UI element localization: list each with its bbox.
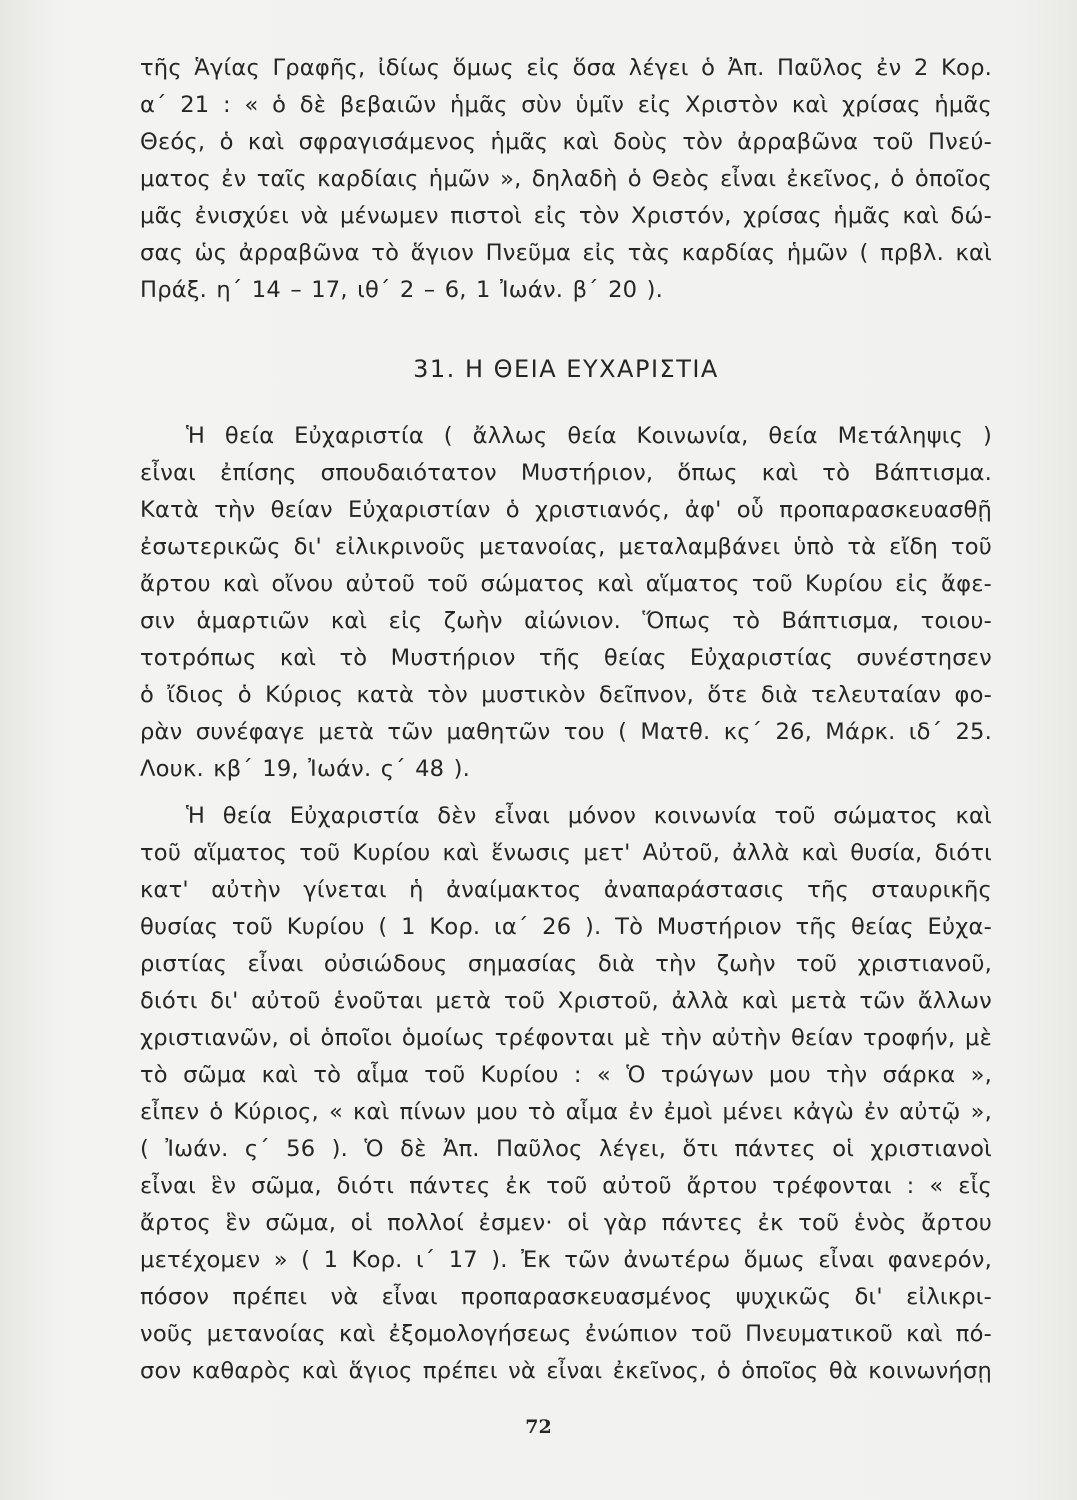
text-line: σας ὡς ἀρραβῶνα τὸ ἅγιον Πνεῦμα εἰς τὰς καρδίας ἡμῶν ( πρβλ. καὶ [140,240,992,266]
text-line: α´ 21 : « ὁ δὲ βεβαιῶν ἡμᾶς σὺν ὑμῖν εἰς Χριστὸν καὶ χρίσας ἡμᾶς [140,92,992,118]
text-line: εἶναι ἐπίσης σπουδαιότατον Μυστήριον, ὅπως καὶ τὸ Βάπτισμα. [140,460,992,486]
text-line: τοτρόπως καὶ τὸ Μυστήριον τῆς θείας Εὐχαριστίας συνέστησεν [140,645,992,671]
text-line: ὁ ἴδιος ὁ Κύριος κατὰ τὸν μυστικὸν δεῖπνον, ὅτε διὰ τελευταίαν φο- [140,682,992,708]
text-line: Πράξ. η´ 14 – 17, ιθ´ 2 – 6, 1 Ἰωάν. β´ 20 ). [140,277,663,303]
text-line: διότι δι' αὐτοῦ ἑνοῦται μετὰ τοῦ Χριστοῦ, ἀλλὰ καὶ μετὰ τῶν ἄλλων [140,988,992,1014]
text-line: τὸ σῶμα καὶ τὸ αἷμα τοῦ Κυρίου : « Ὁ τρώγων μου τὴν σάρκα », [140,1062,992,1088]
text-line: κατ' αὐτὴν γίνεται ἡ ἀναίμακτος ἀναπαράστασις τῆς σταυρικῆς [140,877,992,903]
text-line: ἐσωτερικῶς δι' εἰλικρινοῦς μετανοίας, μεταλαμβάνει ὑπὸ τὰ εἴδη τοῦ [140,534,992,560]
page-number: 72 [525,1416,552,1438]
text-line: τῆς Ἁγίας Γραφῆς, ἰδίως ὅμως εἰς ὅσα λέγει ὁ Ἀπ. Παῦλος ἐν 2 Κορ. [140,55,992,81]
text-line: μᾶς ἐνισχύει νὰ μένωμεν πιστοὶ εἰς τὸν Χριστόν, χρίσας ἡμᾶς καὶ δώ- [140,203,992,229]
text-line: νοῦς μετανοίας καὶ ἐξομολογήσεως ἐνώπιον τοῦ Πνευματικοῦ καὶ πό- [140,1321,992,1347]
text-line: Κατὰ τὴν θείαν Εὐχαριστίαν ὁ χριστιανός, ἀφ' οὗ προπαρασκευασθῇ [140,497,992,523]
text-line: χριστιανῶν, οἱ ὁποῖοι ὁμοίως τρέφονται μὲ τὴν αὐτὴν θείαν τροφήν, μὲ [140,1025,992,1051]
text-line: ( Ἰωάν. ς´ 56 ). Ὁ δὲ Ἀπ. Παῦλος λέγει, ὅτι πάντες οἱ χριστιανοὶ [140,1136,992,1162]
text-line: σιν ἁμαρτιῶν καὶ εἰς ζωὴν αἰώνιον. Ὅπως τὸ Βάπτισμα, τοιου- [140,608,992,634]
text-line: ἄρτου καὶ οἴνου αὐτοῦ τοῦ σώματος καὶ αἵματος τοῦ Κυρίου εἰς ἄφε- [140,571,992,597]
section-heading: 31. Η ΘΕΙΑ ΕΥΧΑΡΙΣΤΙΑ [413,355,719,383]
text-line: Ἡ θεία Εὐχαριστία ( ἄλλως θεία Κοινωνία, θεία Μετάληψις ) [186,423,992,449]
text-line: τοῦ αἵματος τοῦ Κυρίου καὶ ἕνωσις μετ' Αὐτοῦ, ἀλλὰ καὶ θυσία, διότι [140,840,992,866]
text-line: εἶναι ἓν σῶμα, διότι πάντες ἐκ τοῦ αὐτοῦ ἄρτου τρέφονται : « εἷς [140,1173,992,1199]
text-line: θυσίας τοῦ Κυρίου ( 1 Κορ. ια´ 26 ). Τὸ Μυστήριον τῆς θείας Εὐχα- [140,914,992,940]
text-line: ρὰν συνέφαγε μετὰ τῶν μαθητῶν του ( Ματθ. κς´ 26, Μάρκ. ιδ´ 25. [140,719,992,745]
text-line: Ἡ θεία Εὐχαριστία δὲν εἶναι μόνον κοινωνία τοῦ σώματος καὶ [186,803,992,829]
text-line: Λουκ. κβ´ 19, Ἰωάν. ς´ 48 ). [140,756,471,782]
text-line: σον καθαρὸς καὶ ἅγιος πρέπει νὰ εἶναι ἐκεῖνος, ὁ ὁποῖος θὰ κοινωνήσῃ [140,1358,992,1384]
text-line: ματος ἐν ταῖς καρδίαις ἡμῶν », δηλαδὴ ὁ Θεὸς εἶναι ἐκεῖνος, ὁ ὁποῖος [140,166,992,192]
text-line: εἶπεν ὁ Κύριος, « καὶ πίνων μου τὸ αἷμα ἐν ἐμοὶ μένει κἀγὼ ἐν αὐτῷ », [140,1099,992,1125]
text-line: ἄρτος ἓν σῶμα, οἱ πολλοί ἐσμεν· οἱ γὰρ πάντες ἐκ τοῦ ἑνὸς ἄρτου [140,1210,992,1236]
text-line: πόσον πρέπει νὰ εἶναι προπαρασκευασμένος ψυχικῶς δι' εἰλικρι- [140,1284,992,1310]
text-line: μετέχομεν » ( 1 Κορ. ι´ 17 ). Ἐκ τῶν ἀνωτέρω ὅμως εἶναι φανερόν, [140,1247,992,1273]
text-line: ριστίας εἶναι οὐσιώδους σημασίας διὰ τὴν ζωὴν τοῦ χριστιανοῦ, [140,951,992,977]
text-line: Θεός, ὁ καὶ σφραγισάμενος ἡμᾶς καὶ δοὺς τὸν ἀρραβῶνα τοῦ Πνεύ- [140,129,992,155]
